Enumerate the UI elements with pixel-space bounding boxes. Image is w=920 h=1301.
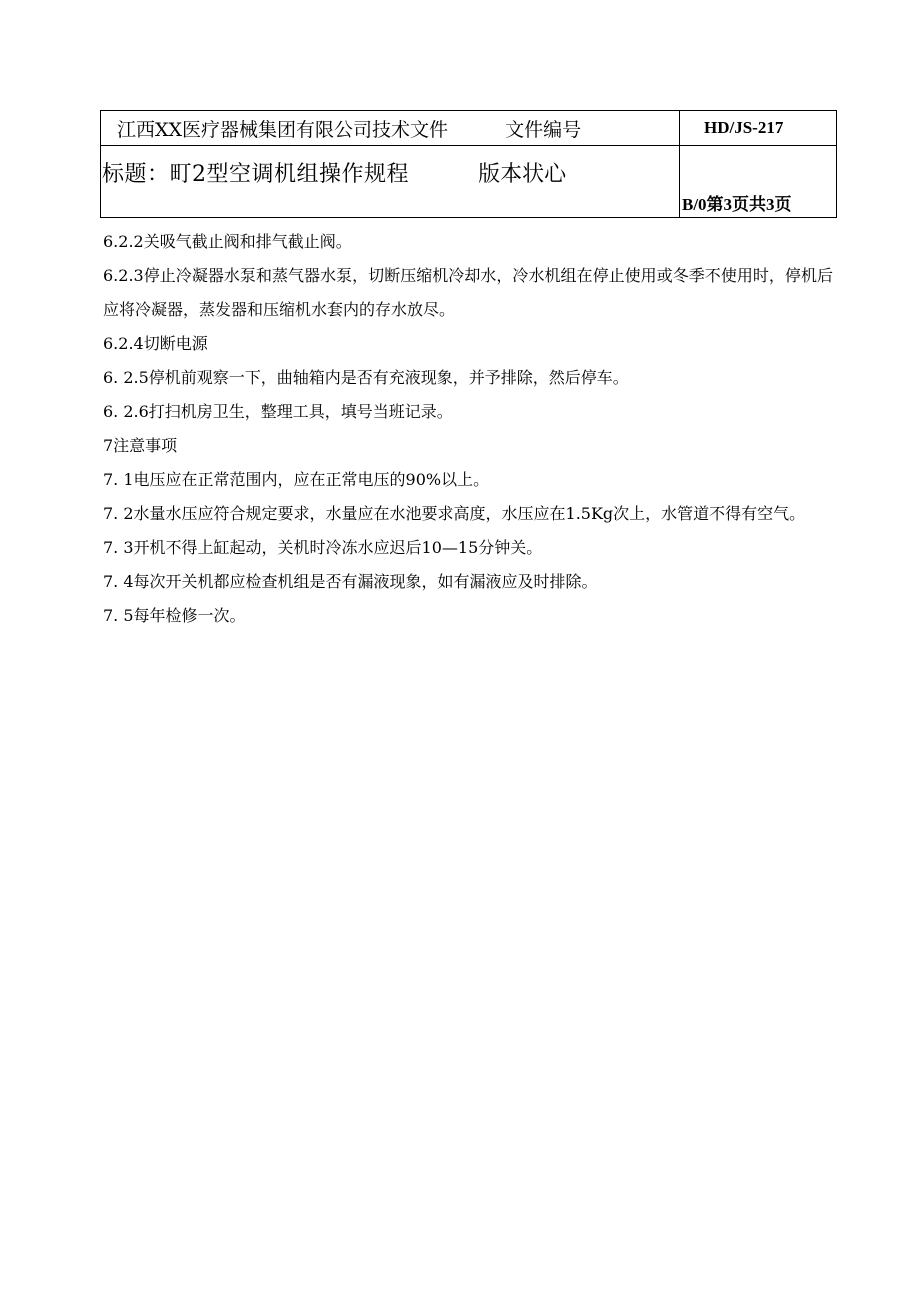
version-label: 版本状心 xyxy=(478,162,567,187)
paragraph-7-2: 7. 2水量水压应符合规定要求，水量应在水池要求高度，水压应在1.5Kg次上，水管道不得有空气。 xyxy=(103,504,806,523)
paragraph-7-3: 7. 3开机不得上缸起动，关机时冷冻水应迟后10—15分钟关。 xyxy=(103,538,543,557)
doc-number-label: 文件编号 xyxy=(505,118,582,141)
paragraph-6-2-5: 6. 2.5停机前观察一下，曲轴箱内是否有充液现象，并予排除，然后停车。 xyxy=(103,368,629,387)
document-body xyxy=(103,225,833,633)
paragraph-6-2-2: 6.2.2关吸气截止阀和排气截止阀。 xyxy=(103,232,352,251)
document-header-table xyxy=(100,110,837,218)
title-cell xyxy=(101,146,680,218)
doc-number-cell xyxy=(680,111,837,146)
page-info-cell xyxy=(680,146,837,218)
paragraph-7-4: 7. 4每次开关机都应检查机组是否有漏液现象，如有漏液应及时排除。 xyxy=(103,572,598,591)
page-info: B/0第3页共3页 xyxy=(682,195,792,214)
paragraph-7-1: 7. 1电压应在正常范围内，应在正常电压的90%以上。 xyxy=(103,470,490,489)
paragraph-6-2-3: 6.2.3停止冷凝器水泵和蒸气器水泵，切断压缩机冷却水，冷水机组在停止使用或冬季不使用时，停机后应将冷凝器，蒸发器和压缩机水套内的存水放尽。 xyxy=(103,266,833,319)
doc-number: HD/JS-217 xyxy=(704,118,784,137)
company-name: 江西XX医疗器械集团有限公司技术文件 xyxy=(117,118,449,141)
paragraph-6-2-4: 6.2.4切断电源 xyxy=(103,334,208,353)
company-cell xyxy=(101,111,680,146)
paragraph-6-2-6: 6. 2.6打扫机房卫生，整理工具，填号当班记录。 xyxy=(103,402,453,421)
section-7-heading: 7注意事项 xyxy=(103,436,178,455)
document-title: 标题：町2型空调机组操作规程 xyxy=(102,162,409,187)
paragraph-7-5: 7. 5每年检修一次。 xyxy=(103,606,246,625)
